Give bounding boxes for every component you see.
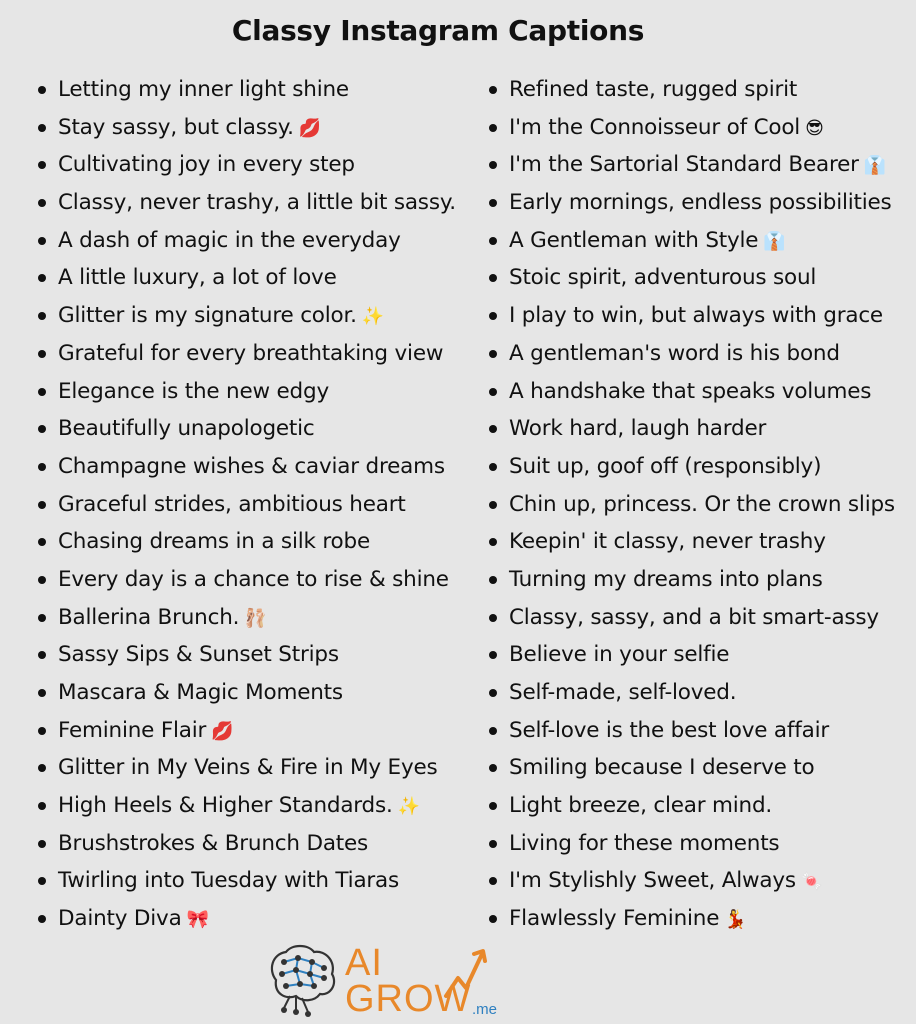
caption-item bbox=[487, 71, 895, 109]
caption-item bbox=[487, 184, 895, 222]
logo-text-grow: GROW bbox=[345, 978, 472, 1020]
logo-text-me: .me bbox=[472, 1001, 498, 1018]
caption-item bbox=[487, 297, 895, 335]
caption-list-right bbox=[487, 71, 895, 938]
caption-text: Light breeze, clear mind. bbox=[509, 793, 773, 819]
caption-text: I'm Stylishly Sweet, Always bbox=[509, 868, 796, 894]
caption-item bbox=[36, 599, 456, 637]
caption-text: Self-made, self-loved. bbox=[509, 680, 737, 705]
caption-text: I'm the Connoisseur of Cool bbox=[509, 114, 801, 140]
caption-text: Champagne wishes & caviar dreams bbox=[58, 453, 445, 479]
caption-item bbox=[487, 146, 895, 184]
caption-item bbox=[36, 259, 456, 297]
caption-text: Chasing dreams in a silk robe bbox=[58, 529, 370, 555]
caption-text: Graceful strides, ambitious heart bbox=[58, 491, 406, 517]
caption-item bbox=[36, 109, 456, 147]
caption-text: Every day is a chance to rise & shine bbox=[58, 566, 449, 592]
caption-item bbox=[36, 410, 456, 448]
caption-text: High Heels & Higher Standards. bbox=[58, 793, 393, 819]
caption-item bbox=[36, 900, 456, 938]
caption-text: Turning my dreams into plans bbox=[509, 566, 823, 592]
caption-text: Elegance is the new edgy bbox=[58, 378, 329, 404]
caption-item bbox=[36, 335, 456, 373]
caption-item bbox=[487, 561, 895, 599]
caption-text: Letting my inner light shine bbox=[58, 77, 349, 102]
caption-item bbox=[487, 222, 895, 260]
caption-item bbox=[36, 146, 456, 184]
caption-item bbox=[36, 787, 456, 825]
brain-network-icon bbox=[262, 940, 346, 1020]
caption-item bbox=[36, 184, 456, 222]
growth-arrow-icon bbox=[442, 944, 492, 1004]
caption-text: Living for these moments bbox=[509, 830, 780, 856]
emoji-icon: 👔 bbox=[763, 230, 786, 252]
emoji-icon: 😎 bbox=[805, 117, 824, 139]
emoji-icon: 💋 bbox=[211, 720, 234, 742]
emoji-icon: 💋 bbox=[298, 117, 322, 139]
caption-item bbox=[487, 787, 895, 825]
caption-text: Cultivating joy in every step bbox=[58, 152, 355, 178]
caption-text: A handshake that speaks volumes bbox=[509, 378, 872, 404]
caption-item bbox=[36, 297, 456, 335]
caption-text: Classy, sassy, and a bit smart-assy bbox=[509, 604, 879, 630]
caption-item bbox=[487, 900, 895, 938]
caption-text: A gentleman's word is his bond bbox=[509, 340, 840, 366]
caption-item bbox=[36, 749, 456, 787]
caption-text: Classy, never trashy, a little bit sassy. bbox=[58, 190, 456, 216]
caption-text: Work hard, laugh harder bbox=[509, 416, 767, 442]
caption-text: Ballerina Brunch. bbox=[58, 604, 240, 630]
caption-item bbox=[487, 862, 895, 900]
caption-text: Self-love is the best love affair bbox=[509, 717, 829, 743]
caption-text: Early mornings, endless possibilities bbox=[509, 190, 892, 216]
caption-text: A little luxury, a lot of love bbox=[58, 265, 337, 291]
caption-text: A Gentleman with Style bbox=[509, 227, 759, 253]
caption-item bbox=[36, 862, 456, 900]
caption-text: Grateful for every breathtaking view bbox=[58, 340, 444, 366]
caption-item bbox=[36, 712, 456, 750]
caption-item bbox=[487, 674, 895, 712]
caption-text: Refined taste, rugged spirit bbox=[509, 77, 798, 102]
caption-text: Stay sassy, but classy. bbox=[58, 114, 294, 140]
caption-item bbox=[36, 373, 456, 411]
caption-item bbox=[487, 448, 895, 486]
page-title: Classy Instagram Captions bbox=[231, 14, 645, 47]
caption-text: Chin up, princess. Or the crown slips bbox=[509, 491, 895, 517]
caption-item bbox=[487, 373, 895, 411]
caption-item bbox=[36, 825, 456, 863]
caption-item bbox=[487, 599, 895, 637]
caption-list-left bbox=[36, 71, 456, 938]
caption-item bbox=[487, 335, 895, 373]
caption-item bbox=[487, 410, 895, 448]
caption-item bbox=[36, 486, 456, 524]
caption-text: Keepin' it classy, never trashy bbox=[509, 529, 826, 555]
caption-item bbox=[487, 825, 895, 863]
caption-item bbox=[36, 448, 456, 486]
caption-text: Flawlessly Feminine bbox=[509, 906, 720, 932]
caption-text: Dainty Diva bbox=[58, 906, 182, 932]
caption-item bbox=[487, 749, 895, 787]
caption-text: Stoic spirit, adventurous soul bbox=[509, 265, 817, 291]
emoji-icon: 👔 bbox=[863, 155, 887, 177]
caption-text: I'm the Sartorial Standard Bearer bbox=[509, 152, 859, 178]
caption-text: Twirling into Tuesday with Tiaras bbox=[58, 868, 400, 894]
caption-text: Smiling because I deserve to bbox=[509, 755, 815, 781]
caption-item bbox=[36, 222, 456, 260]
caption-item bbox=[487, 523, 895, 561]
caption-text: Brushstrokes & Brunch Dates bbox=[58, 830, 369, 856]
emoji-icon: 🍬 bbox=[800, 871, 824, 893]
emoji-icon: ✨ bbox=[397, 796, 420, 818]
caption-item bbox=[487, 636, 895, 674]
caption-text: A dash of magic in the everyday bbox=[58, 227, 401, 253]
caption-text: I play to win, but always with grace bbox=[509, 303, 883, 329]
emoji-icon: 💃 bbox=[724, 909, 747, 931]
logo-text-ai: AI bbox=[345, 942, 383, 984]
caption-item bbox=[36, 561, 456, 599]
caption-text: Glitter is my signature color. bbox=[58, 303, 357, 329]
caption-text: Glitter in My Veins & Fire in My Eyes bbox=[58, 755, 438, 781]
caption-item bbox=[487, 486, 895, 524]
caption-item bbox=[487, 259, 895, 297]
caption-text: Believe in your selfie bbox=[509, 642, 730, 668]
caption-text: Mascara & Magic Moments bbox=[58, 680, 343, 705]
caption-item bbox=[36, 523, 456, 561]
caption-item bbox=[36, 636, 456, 674]
ai-grow-logo bbox=[262, 940, 522, 1020]
caption-item bbox=[36, 71, 456, 109]
emoji-icon: 🎀 bbox=[186, 909, 209, 931]
caption-item bbox=[36, 674, 456, 712]
caption-text: Beautifully unapologetic bbox=[58, 416, 315, 442]
caption-text: Feminine Flair bbox=[58, 717, 207, 743]
caption-item bbox=[487, 109, 895, 147]
emoji-icon: 🩰 bbox=[244, 607, 267, 629]
emoji-icon: ✨ bbox=[361, 306, 385, 328]
caption-item bbox=[487, 712, 895, 750]
caption-text: Suit up, goof off (responsibly) bbox=[509, 453, 822, 479]
caption-text: Sassy Sips & Sunset Strips bbox=[58, 642, 339, 668]
